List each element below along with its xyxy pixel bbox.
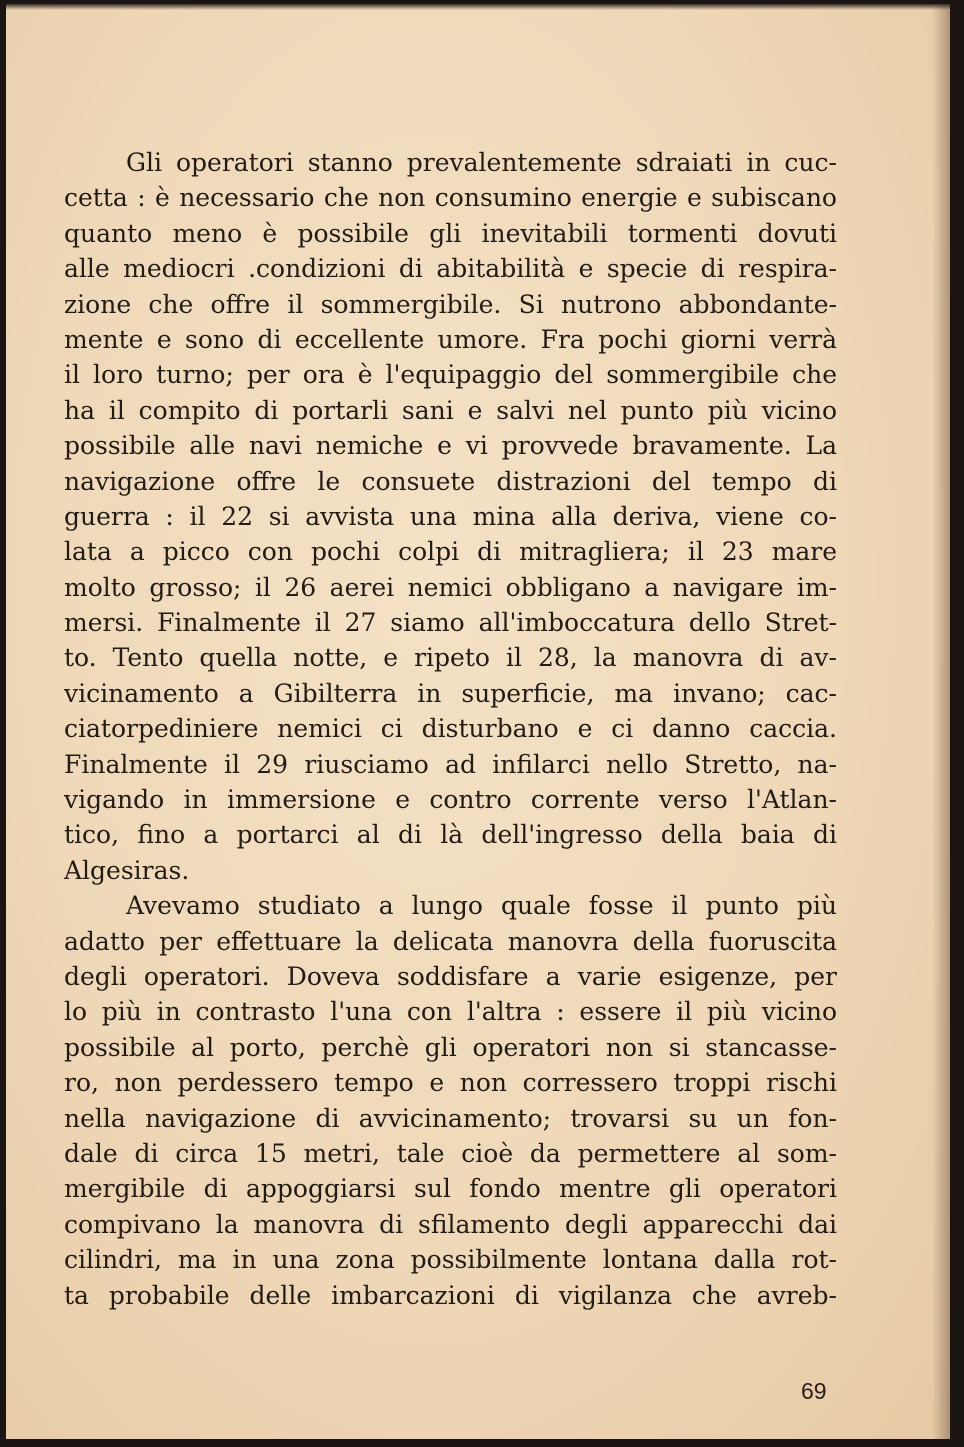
text-line: cetta : è necessario che non consumino energie e subiscano	[64, 183, 837, 213]
text-line: lo più in contrasto l'una con l'altra : essere il più vicino	[64, 997, 837, 1027]
text-line: vicinamento a Gibilterra in superficie, ma invano; cac-	[64, 678, 837, 708]
text-line: adatto per effettuare la delicata manovra della fuoruscita	[64, 926, 837, 956]
text-line: mente e sono di eccellente umore. Fra pochi giorni verrà	[64, 324, 837, 354]
text-line: possibile alle navi nemiche e vi provvede bravamente. La	[64, 431, 837, 461]
text-line: to. Tento quella notte, e ripeto il 28, la manovra di av-	[64, 643, 837, 673]
text-line: cilindri, ma in una zona possibilmente lontana dalla rot-	[64, 1245, 837, 1275]
text-line: ro, non perdessero tempo e non corressero troppi rischi	[64, 1068, 837, 1098]
text-line: vigando in immersione e contro corrente verso l'Atlan-	[64, 785, 837, 815]
text-line: compivano la manovra di sfilamento degli apparecchi dai	[64, 1209, 837, 1239]
text-line: mergibile di appoggiarsi sul fondo mentre gli operatori	[64, 1174, 837, 1204]
text-line: guerra : il 22 si avvista una mina alla deriva, viene co-	[64, 501, 837, 531]
text-line: Algesiras.	[64, 855, 190, 885]
text-line: tico, fino a portarci al di là dell'ingresso della baia di	[64, 820, 837, 850]
text-line: zione che offre il sommergibile. Si nutrono abbondante-	[64, 289, 837, 319]
text-line: Finalmente il 29 riusciamo ad infilarci nello Stretto, na-	[64, 749, 837, 779]
text-line: quanto meno è possibile gli inevitabili tormenti dovuti	[64, 218, 837, 248]
text-line: degli operatori. Doveva soddisfare a varie esigenze, per	[64, 961, 837, 991]
text-line: ciatorpediniere nemici ci disturbano e ci danno caccia.	[64, 714, 837, 744]
text-line: possibile al porto, perchè gli operatori non si stancasse-	[64, 1032, 837, 1062]
body-text	[64, 145, 837, 1313]
text-line: Gli operatori stanno prevalentemente sdraiati in cuc-	[126, 148, 837, 177]
text-line: molto grosso; il 26 aerei nemici obbligano a navigare im-	[64, 572, 837, 602]
text-line: mersi. Finalmente il 27 siamo all'imboccatura dello Stret-	[64, 608, 837, 638]
text-line: navigazione offre le consuete distrazioni del tempo di	[64, 466, 837, 496]
page-number: 69	[801, 1378, 827, 1404]
text-line: dale di circa 15 metri, tale cioè da permettere al som-	[64, 1138, 837, 1168]
text-line: lata a picco con pochi colpi di mitragliera; il 23 mare	[64, 537, 837, 567]
text-line: ha il compito di portarli sani e salvi nel punto più vicino	[64, 395, 837, 425]
text-line: il loro turno; per ora è l'equipaggio del sommergibile che	[64, 360, 837, 390]
text-line: ta probabile delle imbarcazioni di vigilanza che avreb-	[64, 1280, 837, 1310]
text-line: nella navigazione di avvicinamento; trovarsi su un fon-	[64, 1103, 837, 1133]
book-page	[6, 4, 950, 1439]
text-line: alle mediocri .condizioni di abitabilità e specie di respira-	[64, 254, 837, 284]
text-line: Avevamo studiato a lungo quale fosse il punto più	[126, 891, 837, 921]
